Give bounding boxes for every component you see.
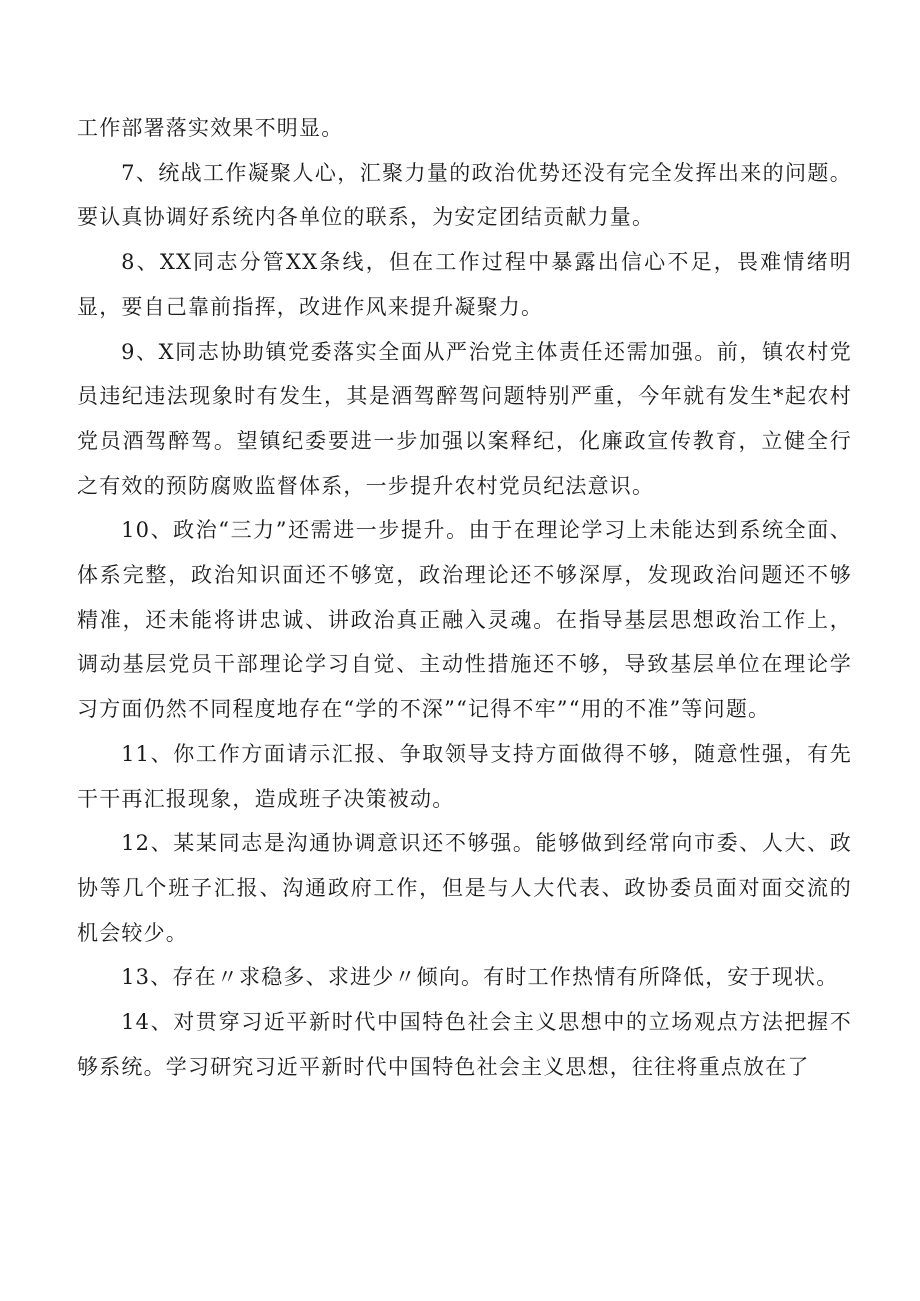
paragraph-item-7: 7、统战工作凝聚人心，汇聚力量的政治优势还没有完全发挥出来的问题。要认真协调好系统内各单位的联系，为安定团结贡献力量。 [77,160,852,230]
document-body [77,106,852,1089]
paragraph-item-12: 12、某某同志是沟通协调意识还不够强。能够做到经常向市委、人大、政协等几个班子汇报、沟通政府工作，但是与人大代表、政协委员面对面交流的机会较少。 [77,831,852,945]
paragraph-continuation: 工作部署落实效果不明显。 [77,116,344,140]
paragraph-item-11: 11、你工作方面请示汇报、争取领导支持方面做得不够，随意性强，有先干干再汇报现象，造成班子决策被动。 [77,741,852,811]
paragraph-item-9: 9、X同志协助镇党委落实全面从严治党主体责任还需加强。前，镇农村党员违纪违法现象时有发生，其是酒驾醉驾问题特别严重，今年就有发生*起农村党员酒驾醉驾。望镇纪委要进一步加强以案释纪，化廉政宣传教育，立健全行之有效的预防腐败监督体系，一步提升农村党员纪法意识。 [77,339,852,498]
paragraph-item-13: 13、存在〃求稳多、求进少〃倾向。有时工作热情有所降低，安于现状。 [121,965,839,990]
paragraph-item-14: 14、对贯穿习近平新时代中国特色社会主义思想中的立场观点方法把握不够系统。学习研究习近平新时代中国特色社会主义思想，往往将重点放在了 [77,1010,852,1079]
paragraph-item-8: 8、XX同志分管XX条线，但在工作过程中暴露出信心不足，畏难情绪明显，要自己靠前指挥，改进作风来提升凝聚力。 [77,250,852,319]
paragraph-item-10: 10、政治“三力”还需进一步提升。由于在理论学习上未能达到系统全面、体系完整，政治知识面还不够宽，政治理论还不够深厚，发现政治问题还不够精准，还未能将讲忠诚、讲政治真正融入灵魂。在指导基层思想政治工作上，调动基层党员干部理论学习自觉、主动性措施还不够，导致基层单位在理论学习方面仍然不同程度地存在“学的不深”“记得不牢”“用的不准”等问题。 [77,518,852,722]
